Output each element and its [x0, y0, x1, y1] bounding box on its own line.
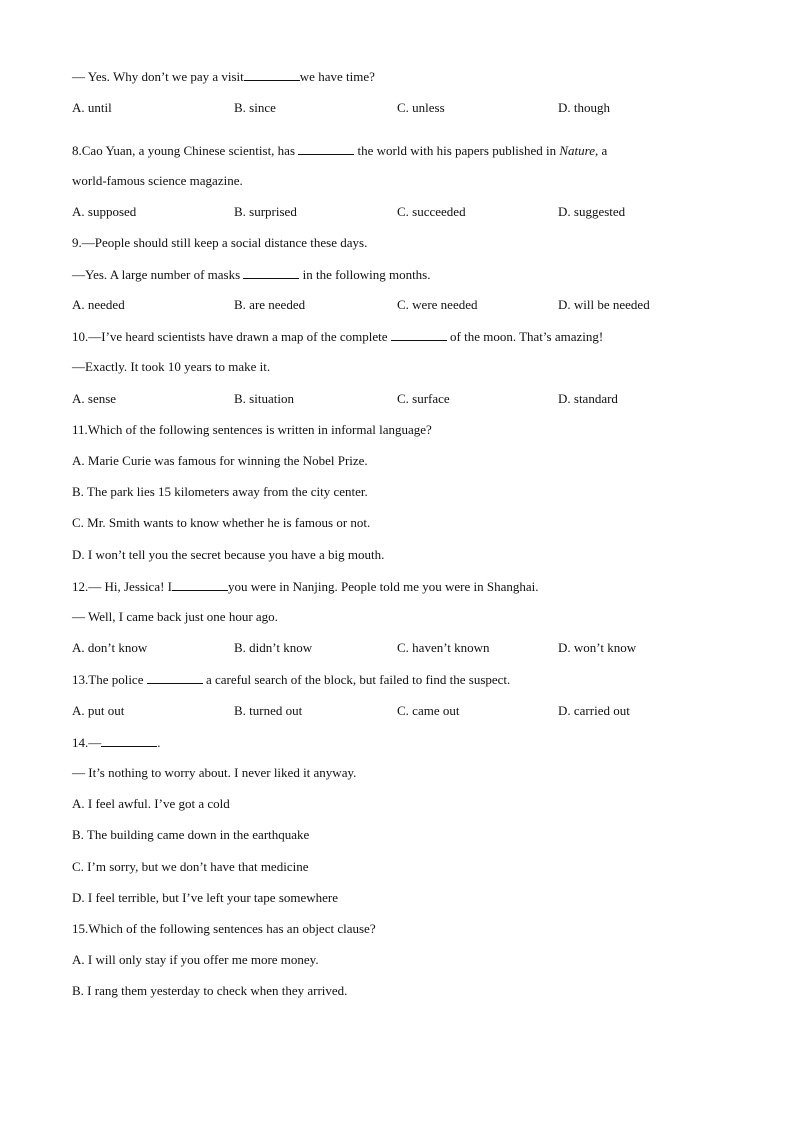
q15-option-a: A. I will only stay if you offer me more money. — [72, 952, 319, 967]
q8-stem-line2: world-famous science magazine. — [72, 173, 243, 188]
q7-option-a: A. until — [72, 100, 112, 115]
q9-option-d: D. will be needed — [558, 297, 650, 312]
q13-option-a: A. put out — [72, 703, 125, 718]
q11-option-a: A. Marie Curie was famous for winning the Nobel Prize. — [72, 453, 368, 468]
q13-stem — [72, 671, 510, 688]
q10-line2: —Exactly. It took 10 years to make it. — [72, 359, 271, 374]
q12-line1-text-1: 12.— Hi, Jessica! I — [72, 579, 173, 594]
q11-stem: 11.Which of the following sentences is written in informal language? — [72, 422, 432, 437]
q9-blank — [243, 266, 299, 279]
q10-line1-text-2: of the moon. That’s amazing! — [446, 329, 604, 344]
q13-stem-text-1: 13.The police — [72, 672, 147, 687]
q14-option-a: A. I feel awful. I’ve got a cold — [72, 796, 230, 811]
q15-stem: 15.Which of the following sentences has an object clause? — [72, 921, 376, 936]
q12-blank — [172, 578, 228, 591]
q8-stem — [72, 142, 607, 159]
q13-stem-text-2: a careful search of the block, but failed to find the suspect. — [202, 672, 511, 687]
q9-line2-text-1: —Yes. A large number of masks — [72, 267, 244, 282]
q10-line1 — [72, 328, 603, 345]
q10-option-b: B. situation — [234, 391, 294, 406]
q14-line2: — It’s nothing to worry about. I never liked it anyway. — [72, 765, 357, 780]
q14-line1-text-2: . — [157, 735, 161, 750]
q8-option-b: B. surprised — [234, 204, 297, 219]
q13-option-d: D. carried out — [558, 703, 630, 718]
q14-blank — [101, 734, 157, 747]
q14-option-b: B. The building came down in the earthquake — [72, 827, 310, 842]
q8-option-d: D. suggested — [558, 204, 626, 219]
q8-option-c: C. succeeded — [397, 204, 466, 219]
q10-option-c: C. surface — [397, 391, 450, 406]
q11-option-c: C. Mr. Smith wants to know whether he is famous or not. — [72, 515, 371, 530]
q10-option-a: A. sense — [72, 391, 117, 406]
q10-option-d: D. standard — [558, 391, 618, 406]
q7-blank — [244, 68, 300, 81]
q9-line2 — [72, 266, 431, 283]
q10-line1-text-1: 10.—I’ve heard scientists have drawn a map of the complete — [72, 329, 391, 344]
q9-option-b: B. are needed — [234, 297, 306, 312]
q8-stem-italic: Nature — [559, 143, 595, 158]
q12-option-b: B. didn’t know — [234, 640, 313, 655]
q13-blank — [147, 671, 203, 684]
q14-line1 — [72, 734, 161, 751]
q11-option-d: D. I won’t tell you the secret because you have a big mouth. — [72, 547, 385, 562]
q9-line1: 9.—People should still keep a social distance these days. — [72, 235, 368, 250]
q15-option-b: B. I rang them yesterday to check when they arrived. — [72, 983, 348, 998]
q9-option-c: C. were needed — [397, 297, 478, 312]
q14-option-c: C. I’m sorry, but we don’t have that medicine — [72, 859, 309, 874]
q14-line1-text-1: 14.— — [72, 735, 102, 750]
q9-line2-text-2: in the following months. — [299, 267, 431, 282]
q10-blank — [391, 328, 447, 341]
q12-line2: — Well, I came back just one hour ago. — [72, 609, 278, 624]
q8-stem-text-3: , a — [595, 143, 608, 158]
q7-option-b: B. since — [234, 100, 276, 115]
q11-option-b: B. The park lies 15 kilometers away from the city center. — [72, 484, 368, 499]
q9-option-a: A. needed — [72, 297, 125, 312]
q7-stem — [72, 68, 375, 85]
q8-option-a: A. supposed — [72, 204, 137, 219]
q7-stem-text-2: we have time? — [299, 69, 375, 84]
q12-option-d: D. won’t know — [558, 640, 637, 655]
q12-option-c: C. haven’t known — [397, 640, 490, 655]
q8-stem-text-2: the world with his papers published in — [354, 143, 560, 158]
q13-option-c: C. came out — [397, 703, 460, 718]
q7-option-d: D. though — [558, 100, 610, 115]
q12-option-a: A. don’t know — [72, 640, 148, 655]
q8-stem-text-1: 8.Cao Yuan, a young Chinese scientist, has — [72, 143, 299, 158]
q7-option-c: C. unless — [397, 100, 445, 115]
q14-option-d: D. I feel terrible, but I’ve left your tape somewhere — [72, 890, 339, 905]
q12-line1 — [72, 578, 539, 595]
q7-stem-text-1: — Yes. Why don’t we pay a visit — [72, 69, 244, 84]
q8-blank — [298, 142, 354, 155]
q13-option-b: B. turned out — [234, 703, 303, 718]
q12-line1-text-2: you were in Nanjing. People told me you were in Shanghai. — [228, 579, 539, 594]
